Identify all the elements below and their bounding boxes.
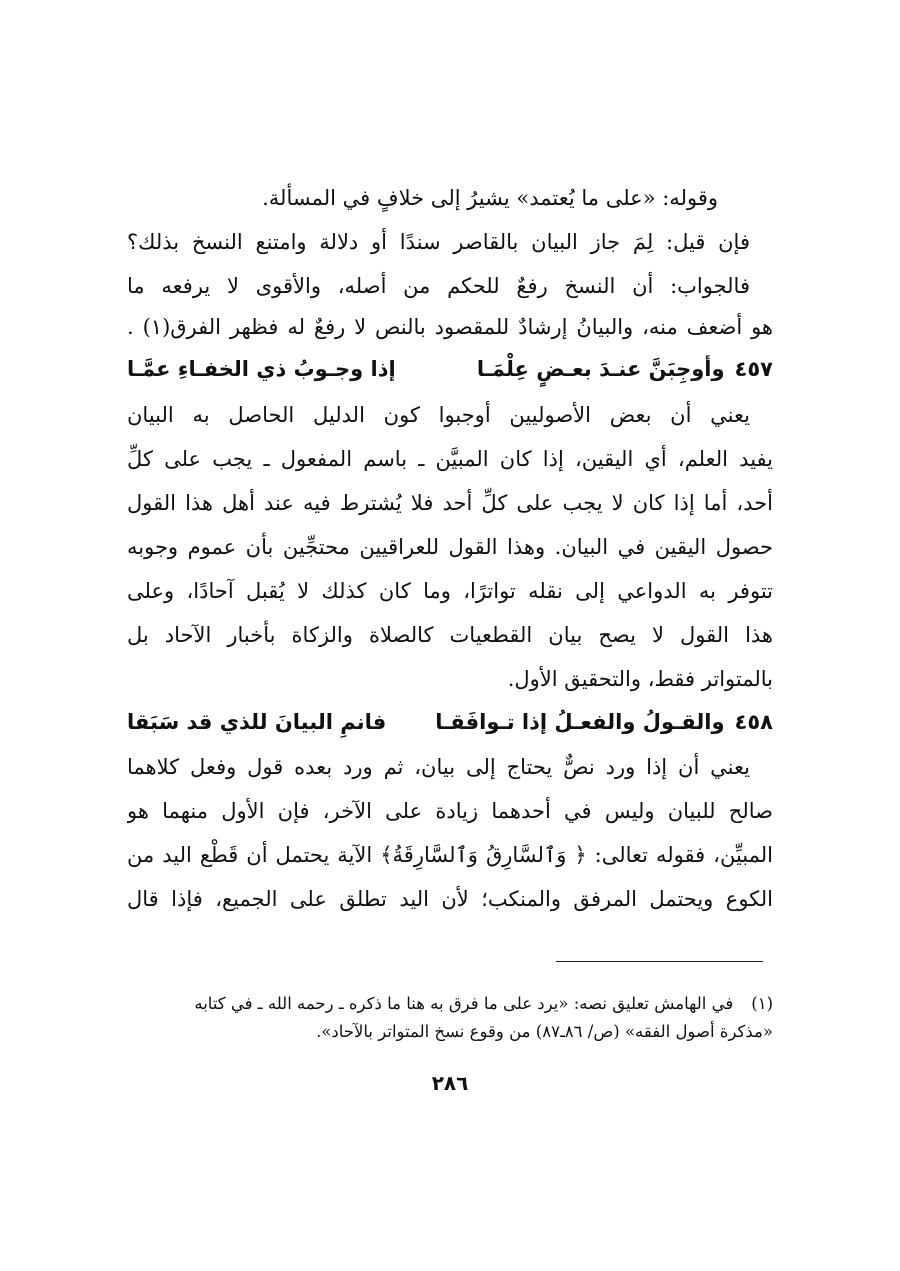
commentary-line: تتوفر به الدواعي إلى نقله تواترًا، وما كان كذلك لا يُقبل آحادًا، وعلى <box>127 579 773 603</box>
footnote-text: في الهامش تعليق نصه: «يرد على ما فرق به هنا ما ذكره ـ رحمه الله ـ في كتابه <box>194 994 734 1013</box>
commentary-line: المبيِّن، فقوله تعالى: ﴿ وَٱلسَّارِقُ وَٱلسَّارِقَةُ﴾ الآية يحتمل أن قَطْع اليد من <box>127 843 773 867</box>
commentary-line: أحد، أما إذا كان لا يجب على كلِّ أحد فلا يُشترط فيه عند أهل هذا القول <box>127 491 773 515</box>
footnote-text: «مذكرة أصول الفقه» (ص/ ٨٦ـ٨٧) من وقوع نسخ المتواتر بالآحاد». <box>316 1022 773 1041</box>
verse-458 <box>127 700 773 744</box>
text-line: هو أضعف منه، والبيانُ إرشادٌ للمقصود بالنص لا رفعٌ له فظهر الفرق(١) . <box>127 315 773 339</box>
verse-hemistich-first: وأوجِبَنَّ عنـدَ بعـضٍ عِلْمَـا <box>476 357 725 381</box>
text-line: وقوله: «على ما يُعتمد» يشيرُ إلى خلافٍ في المسألة. <box>262 186 718 210</box>
text-line: فإن قيل: لِمَ جاز البيان بالقاصر سندًا أو دلالة وامتنع النسخ بذلك؟ <box>127 230 750 254</box>
footnote-marker: (١) <box>751 994 773 1013</box>
commentary-line: يعني أن إذا ورد نصٌّ يحتاج إلى بيان، ثم ورد بعده قول وفعل كلاهما <box>127 755 750 779</box>
footnote <box>127 990 773 1018</box>
commentary-line: بالمتواتر فقط، والتحقيق الأول. <box>507 667 773 691</box>
verse-number: ٤٥٧ <box>734 357 773 381</box>
page-number: ٢٨٦ <box>431 1071 469 1095</box>
commentary-line: يفيد العلم، أي اليقين، إذا كان المبيَّن ـ باسم المفعول ـ يجب على كلِّ <box>127 447 773 471</box>
commentary-line: هذا القول لا يصح بيان القطعيات كالصلاة والزكاة بأخبار الآحاد بل <box>127 623 773 647</box>
text-line: فالجواب: أن النسخ رفعٌ للحكم من أصله، والأقوى لا يرفعه ما <box>127 274 750 298</box>
footnote-separator <box>556 961 763 962</box>
commentary-line: حصول اليقين في البيان. وهذا القول للعراقيين محتجِّين بأن عموم وجوبه <box>127 535 773 559</box>
commentary-line: صالح للبيان وليس في أحدهما زيادة على الآخر، فإن الأول منهما هو <box>127 799 773 823</box>
verse-457 <box>127 347 773 391</box>
verse-hemistich-second: فانمِ البيانَ للذي قد سَبَقا <box>127 710 387 734</box>
footnote-continuation <box>127 1018 773 1046</box>
verse-number: ٤٥٨ <box>734 710 773 734</box>
verse-hemistich-second: إذا وجـوبُ ذي الخفـاءِ عمَّـا <box>127 357 396 381</box>
commentary-line: الكوع ويحتمل المرفق والمنكب؛ لأن اليد تطلق على الجميع، فإذا قال <box>127 887 773 911</box>
commentary-line: يعني أن بعض الأصوليين أوجبوا كون الدليل الحاصل به البيان <box>127 403 750 427</box>
verse-hemistich-first: والقـولُ والفعـلُ إذا تـوافَقـا <box>435 710 725 734</box>
